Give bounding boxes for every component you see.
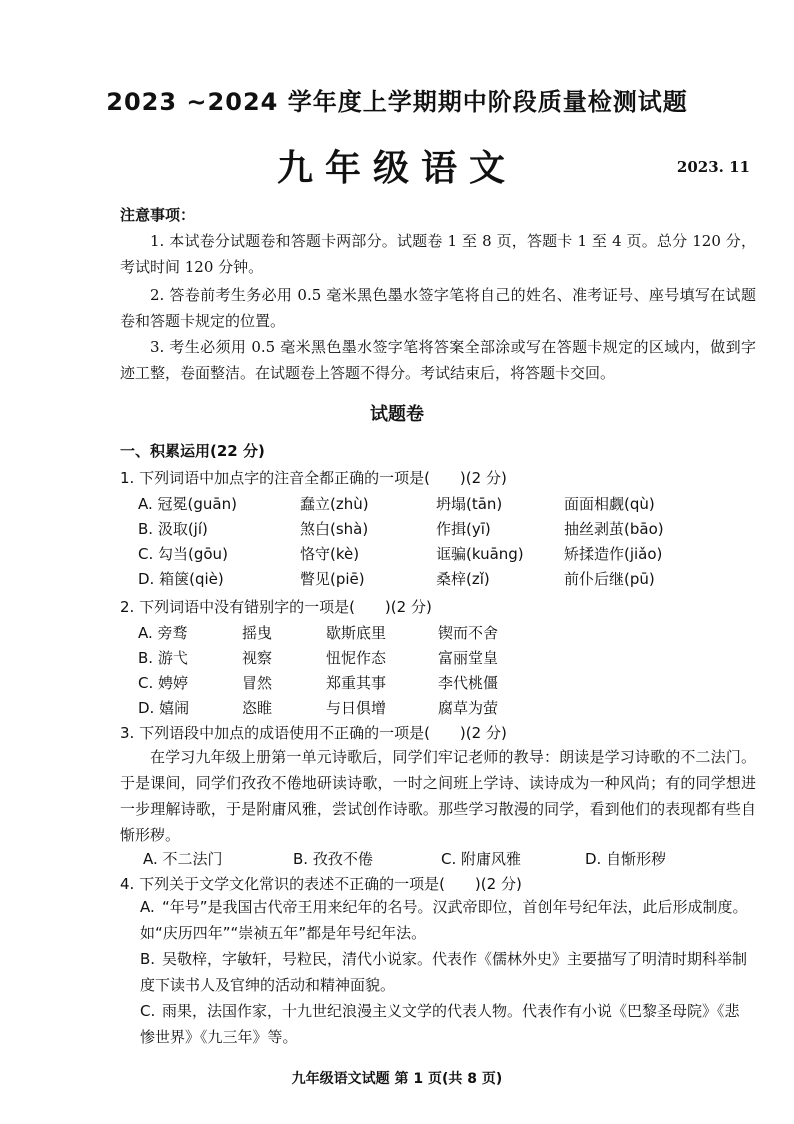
option-word: 腐草为萤 [438, 699, 499, 717]
question-2-stem: 2. 下列词语中没有错别字的一项是( )(2 分) [120, 598, 432, 616]
question-1-row [138, 493, 748, 517]
question-2-row [138, 622, 748, 646]
option-word: 瞥见(piē) [300, 570, 365, 588]
option-word: 前仆后继(pū) [564, 570, 655, 588]
option-word: 视察 [242, 649, 273, 667]
option-word: 矫揉造作(jiǎo) [564, 545, 663, 563]
subject-title: 九年级语文 [276, 148, 517, 189]
option-word: A. 旁骛 [138, 624, 188, 642]
option-choice: B. 孜孜不倦 [293, 850, 373, 868]
exam-title: 2023 ~2024 学年度上学期期中阶段质量检测试题 [106, 88, 688, 116]
option-label: C. [140, 1002, 156, 1020]
option-word: 煞白(shà) [300, 520, 369, 538]
option-word: 摇曳 [242, 624, 273, 642]
option-word: 李代桃僵 [438, 674, 499, 692]
option-word: 歇斯底里 [326, 624, 387, 642]
option-word: 富丽堂皇 [438, 649, 499, 667]
option-word: A. 冠冕(guān) [138, 495, 237, 513]
question-4-option [140, 998, 752, 1050]
question-1-stem: 1. 下列词语中加点字的注音全都正确的一项是( )(2 分) [120, 469, 507, 487]
option-word: B. 游弋 [138, 649, 188, 667]
page-footer: 九年级语文试题 第 1 页(共 8 页) [291, 1071, 503, 1087]
option-word: B. 汲取(jí) [138, 520, 208, 538]
option-label: A. [140, 898, 155, 916]
option-text: “年号”是我国古代帝王用来纪年的名号。汉武帝即位，首创年号纪年法，此后形成制度。如“庆历四年”“崇祯五年”都是年号纪年法。 [140, 898, 748, 942]
question-4-option [140, 946, 752, 998]
option-word: 郑重其事 [326, 674, 387, 692]
question-1-row [138, 543, 748, 567]
option-word: 抽丝剥茧(bāo) [564, 520, 664, 538]
question-3-options [143, 848, 743, 872]
option-label: B. [140, 950, 156, 968]
option-word: 蠢立(zhù) [300, 495, 369, 513]
question-1-row [138, 568, 748, 592]
option-word: 面面相觑(qù) [564, 495, 655, 513]
question-3-stem: 3. 下列语段中加点的成语使用不正确的一项是( )(2 分) [120, 724, 507, 742]
option-word: 作揖(yī) [436, 520, 491, 538]
notice-item: 2. 答卷前考生务必用 0.5 毫米黑色墨水签字笔将自己的姓名、准考证号、座号填写在试题卷和答题卡规定的位置。 [120, 286, 756, 330]
part-heading: 一、积累运用(22 分) [120, 442, 265, 460]
option-choice: D. 自惭形秽 [585, 850, 667, 868]
question-2-row [138, 697, 748, 721]
option-word: D. 箱箧(qiè) [138, 570, 224, 588]
notice-item: 3. 考生必须用 0.5 毫米黑色墨水签字笔将答案全部涂或写在答题卡规定的区域内，做到字迹工整，卷面整洁。在试题卷上答题不得分。考试结束后，将答题卡交回。 [120, 338, 756, 382]
question-4-option [140, 894, 752, 946]
option-choice: C. 附庸风雅 [441, 850, 522, 868]
option-word: 冒然 [242, 674, 273, 692]
option-word: 诓骗(kuāng) [436, 545, 524, 563]
notice-heading: 注意事项： [120, 206, 196, 224]
question-4-stem: 4. 下列关于文学文化常识的表述不正确的一项是( )(2 分) [120, 875, 522, 893]
question-2-row [138, 672, 748, 696]
option-word: 锲而不舍 [438, 624, 499, 642]
option-choice: A. 不二法门 [143, 850, 223, 868]
question-1-row [138, 518, 748, 542]
option-word: D. 嬉闹 [138, 699, 190, 717]
option-word: 恣睢 [242, 699, 273, 717]
option-word: 与日俱增 [326, 699, 387, 717]
section-title: 试题卷 [370, 404, 424, 425]
question-3-passage: 在学习九年级上册第一单元诗歌后，同学们牢记老师的教导：朗读是学习诗歌的不二法门。于是课间，同学们孜孜不倦地研读诗歌，一时之间班上学诗、读诗成为一种风尚；有的同学想进一步理解诗歌，于是附庸风雅，尝试创作诗歌。那些学习散漫的同学，看到他们的表现都有些自惭形秽。 [120, 748, 756, 844]
notice-item: 1. 本试卷分试题卷和答题卡两部分。试题卷 1 至 8 页，答题卡 1 至 4 页。总分 120 分，考试时间 120 分钟。 [120, 232, 756, 276]
option-text: 雨果，法国作家，十九世纪浪漫主义文学的代表人物。代表作有小说《巴黎圣母院》《悲惨世界》《九三年》等。 [140, 1002, 740, 1046]
option-word: 桑梓(zǐ) [436, 570, 490, 588]
option-word: 忸怩作态 [326, 649, 387, 667]
option-word: 坍塌(tān) [436, 495, 503, 513]
exam-date: 2023. 11 [676, 158, 750, 176]
option-word: C. 娉婷 [138, 674, 189, 692]
option-word: C. 勾当(gōu) [138, 545, 228, 563]
question-2-row [138, 647, 748, 671]
option-word: 恪守(kè) [300, 545, 360, 563]
option-text: 吴敬梓，字敏轩，号粒民，清代小说家。代表作《儒林外史》主要描写了明清时期科举制度下读书人及官绅的活动和精神面貌。 [140, 950, 748, 994]
